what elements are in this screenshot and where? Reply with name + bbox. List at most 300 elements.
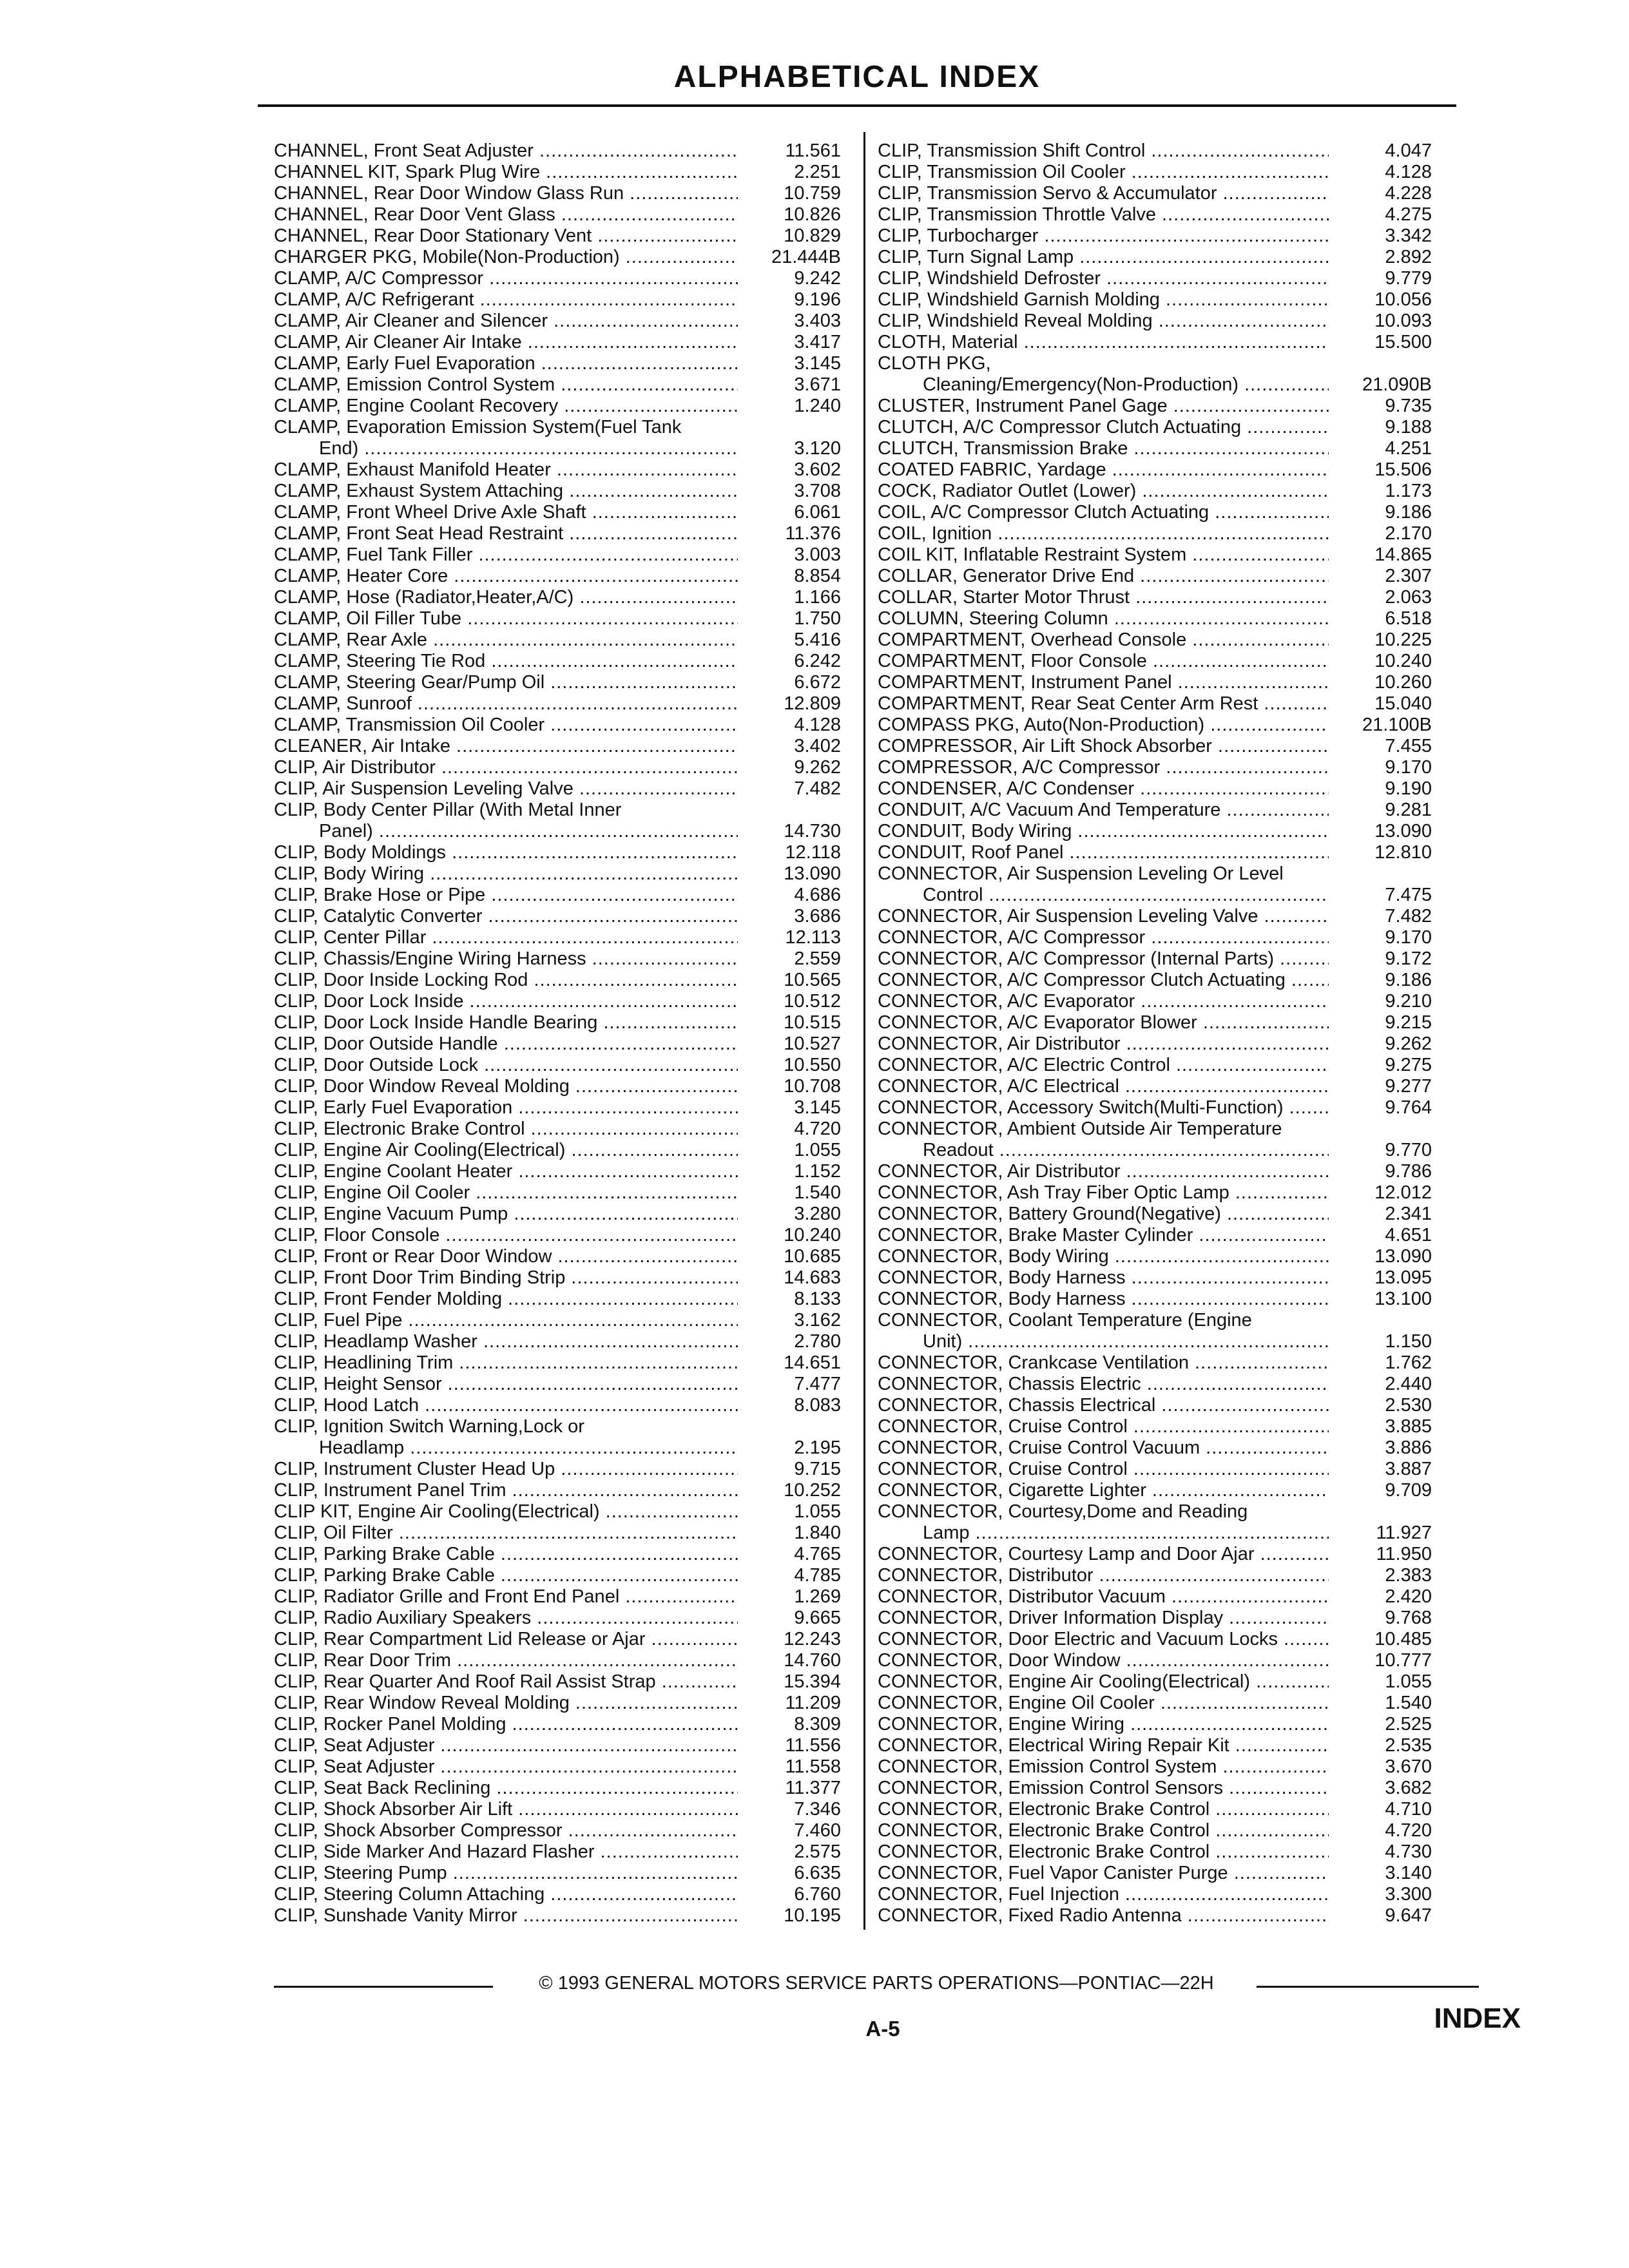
index-entry: [878, 544, 1432, 566]
entry-text: [274, 715, 744, 736]
entry-page-ref: 9.665: [794, 1608, 841, 1628]
entry-page-ref: 10.056: [1374, 289, 1432, 310]
index-entry: [274, 1608, 857, 1629]
entry-line: CLIP, Headlamp Washer .....: [274, 1331, 738, 1352]
index-entry: [878, 1799, 1432, 1820]
entry-text: [878, 1608, 1335, 1629]
index-entry: [274, 1480, 857, 1501]
entry-page-ref: 8.133: [794, 1289, 841, 1309]
entry-page-ref: 12.012: [1374, 1182, 1432, 1203]
entry-text: [274, 226, 744, 247]
entry-line: CONNECTOR, Ash Tray Fiber Optic Lamp .....: [878, 1182, 1329, 1204]
entry-page-ref: 6.518: [1385, 608, 1432, 629]
entry-line: Unit) .....: [878, 1331, 1329, 1352]
entry-page-ref: 11.950: [1376, 1544, 1432, 1564]
entry-page-ref: 2.420: [1385, 1586, 1432, 1607]
entry-page-ref: 10.685: [784, 1246, 841, 1267]
entry-line: COMPARTMENT, Floor Console .....: [878, 651, 1329, 672]
index-entry: [878, 1629, 1432, 1650]
entry-text: [274, 1182, 744, 1204]
entry-page-ref: 9.170: [1385, 927, 1432, 948]
entry-text: [274, 1778, 744, 1799]
entry-page-ref: 9.277: [1385, 1076, 1432, 1097]
index-entry: [274, 268, 857, 289]
index-entry: [878, 1161, 1432, 1182]
entry-page-ref: 3.885: [1385, 1416, 1432, 1437]
entry-line: CONNECTOR, Body Wiring .....: [878, 1246, 1329, 1267]
entry-line: CLIP, Side Marker And Hazard Flasher .....: [274, 1841, 738, 1863]
index-entry: [274, 204, 857, 226]
entry-text: [878, 481, 1335, 502]
entry-line: CLAMP, Front Seat Head Restraint .....: [274, 523, 738, 544]
entry-page-ref: 11.558: [785, 1756, 841, 1777]
entry-text: [274, 140, 744, 162]
entry-text: [274, 991, 744, 1012]
index-column-left: [274, 140, 857, 1927]
entry-text: [878, 1204, 1335, 1225]
entry-line: CONNECTOR, Air Suspension Leveling Valve .....: [878, 906, 1329, 927]
entry-page-ref: 2.195: [794, 1437, 841, 1458]
entry-page-ref: 1.055: [794, 1140, 841, 1160]
entry-text: [274, 1756, 744, 1778]
entry-page-ref: 4.686: [794, 885, 841, 905]
entry-text: [878, 1012, 1335, 1033]
index-entry: [878, 1693, 1432, 1714]
index-entry: [878, 1097, 1432, 1119]
index-entry: [878, 1544, 1432, 1565]
entry-text: [878, 906, 1335, 927]
entry-page-ref: 9.764: [1385, 1097, 1432, 1118]
entry-text: [878, 1735, 1335, 1756]
index-entry: [274, 1161, 857, 1182]
entry-line: CLIP, Rear Compartment Lid Release or Ajar .....: [274, 1629, 738, 1650]
index-entry: [878, 1055, 1432, 1076]
index-column-right: [878, 140, 1432, 1927]
entry-line: CLAMP, Exhaust Manifold Heater .....: [274, 459, 738, 481]
entry-page-ref: 14.683: [784, 1267, 841, 1288]
entry-page-ref: 21.100B: [1362, 715, 1432, 735]
entry-page-ref: 9.262: [1385, 1033, 1432, 1054]
entry-page-ref: 4.228: [1385, 183, 1432, 204]
entry-line: CLIP, Turbocharger .....: [878, 226, 1329, 247]
entry-line: CLAMP, Sunroof .....: [274, 693, 738, 715]
index-entry: [274, 906, 857, 927]
entry-page-ref: 2.530: [1385, 1395, 1432, 1416]
entry-text: [878, 396, 1335, 417]
entry-text: [878, 1693, 1335, 1714]
index-entry: [878, 1841, 1432, 1863]
entry-line: CLIP, Radiator Grille and Front End Panel .....: [274, 1586, 738, 1608]
entry-page-ref: 10.708: [784, 1076, 841, 1097]
entry-line: CLAMP, Engine Coolant Recovery .....: [274, 396, 738, 417]
entry-text: [878, 162, 1335, 183]
index-entry: [274, 353, 857, 374]
entry-page-ref: 1.540: [1385, 1693, 1432, 1713]
entry-line: CLIP, Rear Door Trim .....: [274, 1650, 738, 1671]
entry-text: [274, 1267, 744, 1289]
index-entry: [274, 311, 857, 332]
entry-line: CLIP, Engine Coolant Heater .....: [274, 1161, 738, 1182]
entry-page-ref: 7.346: [794, 1799, 841, 1820]
entry-line: Lamp .....: [878, 1523, 1329, 1544]
entry-line: CONNECTOR, Brake Master Cylinder .....: [878, 1225, 1329, 1246]
index-entry: [274, 1841, 857, 1863]
entry-page-ref: 2.251: [794, 162, 841, 182]
entry-text: [878, 736, 1335, 757]
entry-line: CLIP, Transmission Servo & Accumulator .....: [878, 183, 1329, 204]
index-entry: [878, 1033, 1432, 1055]
entry-line: CLIP, Chassis/Engine Wiring Harness .....: [274, 948, 738, 970]
entry-line: CLAMP, Steering Gear/Pump Oil .....: [274, 672, 738, 693]
entry-line: CONNECTOR, Accessory Switch(Multi-Function) .....: [878, 1097, 1329, 1119]
entry-text: [274, 1055, 744, 1076]
entry-line: CLAMP, Exhaust System Attaching .....: [274, 481, 738, 502]
index-entry: [274, 417, 857, 459]
index-entry: [878, 1586, 1432, 1608]
page-title: ALPHABETICAL INDEX: [673, 60, 1041, 94]
entry-line: CLAMP, Rear Axle .....: [274, 629, 738, 651]
index-entry: [274, 1310, 857, 1331]
index-entry: [274, 1097, 857, 1119]
entry-page-ref: 7.455: [1385, 736, 1432, 756]
entry-line: CLIP, Transmission Shift Control .....: [878, 140, 1329, 162]
entry-line: CONNECTOR, Air Distributor .....: [878, 1033, 1329, 1055]
entry-line: COIL, Ignition .....: [878, 523, 1329, 544]
entry-line: CONNECTOR, Air Distributor .....: [878, 1161, 1329, 1182]
entry-text: [274, 736, 744, 757]
entry-page-ref: 13.090: [784, 863, 841, 884]
entry-line: CHANNEL, Rear Door Window Glass Run .....: [274, 183, 738, 204]
entry-line: CLAMP, Emission Control System .....: [274, 374, 738, 396]
entry-text: [878, 800, 1335, 821]
entry-line: CLIP, Early Fuel Evaporation .....: [274, 1097, 738, 1119]
entry-page-ref: 3.403: [794, 311, 841, 331]
entry-page-ref: 7.460: [794, 1820, 841, 1841]
entry-page-ref: 7.475: [1385, 885, 1432, 905]
entry-page-ref: 10.240: [784, 1225, 841, 1245]
entry-line: CONNECTOR, Door Window .....: [878, 1650, 1329, 1671]
entry-text: [274, 1714, 744, 1735]
index-entry: [878, 672, 1432, 693]
entry-page-ref: 4.720: [1385, 1820, 1432, 1841]
entry-text: [274, 672, 744, 693]
index-entry: [274, 1544, 857, 1565]
entry-page-ref: 12.243: [784, 1629, 841, 1649]
index-entry: [274, 1863, 857, 1884]
entry-line: CLIP, Shock Absorber Air Lift .....: [274, 1799, 738, 1820]
index-entry: [274, 1735, 857, 1756]
index-entry: [274, 1182, 857, 1204]
index-entry: [274, 842, 857, 863]
index-entry: [274, 481, 857, 502]
entry-line: CLIP, Instrument Panel Trim .....: [274, 1480, 738, 1501]
entry-line: CONNECTOR, Cruise Control .....: [878, 1416, 1329, 1437]
index-entry: [274, 1352, 857, 1374]
entry-line: CLIP, Transmission Oil Cooler .....: [878, 162, 1329, 183]
entry-line: CLIP, Body Wiring .....: [274, 863, 738, 885]
entry-line: CLIP, Catalytic Converter .....: [274, 906, 738, 927]
entry-line: COLUMN, Steering Column .....: [878, 608, 1329, 629]
entry-page-ref: 2.575: [794, 1841, 841, 1862]
entry-page-ref: 3.686: [794, 906, 841, 927]
entry-line: COMPARTMENT, Rear Seat Center Arm Rest .....: [878, 693, 1329, 715]
entry-text: [274, 1905, 744, 1927]
entry-page-ref: 4.651: [1385, 1225, 1432, 1245]
index-entry: [274, 1586, 857, 1608]
index-entry: [274, 1331, 857, 1352]
entry-line: COLLAR, Starter Motor Thrust .....: [878, 587, 1329, 608]
entry-text: [878, 1097, 1335, 1119]
entry-text: [878, 140, 1335, 162]
entry-text: [878, 1459, 1335, 1480]
entry-line: CONNECTOR, Engine Wiring .....: [878, 1714, 1329, 1735]
entry-page-ref: 4.730: [1385, 1841, 1432, 1862]
entry-page-ref: 10.225: [1374, 629, 1432, 650]
entry-text: [274, 1629, 744, 1650]
index-entry: [274, 183, 857, 204]
entry-page-ref: 3.671: [794, 374, 841, 395]
entry-text: [878, 204, 1335, 226]
entry-text: [878, 226, 1335, 247]
entry-text: [878, 1544, 1335, 1565]
index-entry: [274, 566, 857, 587]
entry-page-ref: 4.765: [794, 1544, 841, 1564]
entry-line: COATED FABRIC, Yardage .....: [878, 459, 1329, 481]
entry-line: CONNECTOR, Cruise Control Vacuum .....: [878, 1437, 1329, 1459]
entry-page-ref: 10.826: [784, 204, 841, 225]
entry-text: [878, 1671, 1335, 1693]
entry-text: [274, 1012, 744, 1033]
index-entry: [274, 1884, 857, 1905]
entry-text: [878, 1267, 1335, 1289]
entry-page-ref: 1.762: [1385, 1352, 1432, 1373]
entry-line: CONDUIT, Body Wiring .....: [878, 821, 1329, 842]
entry-text: [878, 927, 1335, 948]
entry-line: CONNECTOR, Air Suspension Leveling Or Level: [878, 863, 1284, 884]
entry-text: [878, 1225, 1335, 1246]
index-entry: [274, 374, 857, 396]
entry-line: CHANNEL, Front Seat Adjuster .....: [274, 140, 738, 162]
index-entry: [878, 268, 1432, 289]
index-entry: [274, 544, 857, 566]
entry-text: [274, 417, 744, 459]
entry-page-ref: 12.809: [784, 693, 841, 714]
index-entry: [274, 1459, 857, 1480]
index-entry: [274, 1119, 857, 1140]
entry-text: [878, 247, 1335, 268]
index-entry: [878, 311, 1432, 332]
entry-text: [274, 289, 744, 311]
entry-page-ref: 6.242: [794, 651, 841, 671]
entry-line: CONNECTOR, Courtesy,Dome and Reading: [878, 1501, 1248, 1522]
index-entry: [274, 1905, 857, 1927]
entry-page-ref: 10.512: [784, 991, 841, 1012]
index-entry: [878, 991, 1432, 1012]
entry-page-ref: 1.055: [1385, 1671, 1432, 1692]
entry-text: [274, 1119, 744, 1140]
entry-page-ref: 2.307: [1385, 566, 1432, 586]
index-entry: [878, 970, 1432, 991]
entry-text: [274, 651, 744, 672]
entry-line: CLIP, Radio Auxiliary Speakers .....: [274, 1608, 738, 1629]
entry-line: Panel) .....: [274, 821, 738, 842]
index-entry: [274, 651, 857, 672]
index-entry: [878, 629, 1432, 651]
entry-page-ref: 9.770: [1385, 1140, 1432, 1160]
index-entry: [878, 1119, 1432, 1161]
entry-line: CLAMP, Oil Filler Tube .....: [274, 608, 738, 629]
entry-page-ref: 3.602: [794, 459, 841, 480]
entry-text: [878, 1289, 1335, 1310]
entry-text: [274, 311, 744, 332]
entry-line: CLIP, Engine Air Cooling(Electrical) .....: [274, 1140, 738, 1161]
entry-line: COMPRESSOR, Air Lift Shock Absorber .....: [878, 736, 1329, 757]
entry-text: [274, 1352, 744, 1374]
entry-page-ref: 9.170: [1385, 757, 1432, 778]
index-entry: [878, 396, 1432, 417]
footer-rule-right: [1257, 1986, 1479, 1988]
entry-line: CLIP, Electronic Brake Control .....: [274, 1119, 738, 1140]
index-entry: [274, 1395, 857, 1416]
index-entry: [878, 1905, 1432, 1927]
entry-text: [878, 629, 1335, 651]
entry-text: [878, 821, 1335, 842]
index-entry: [878, 502, 1432, 523]
index-entry: [274, 757, 857, 778]
entry-line: CLIP, Rear Window Reveal Molding .....: [274, 1693, 738, 1714]
entry-line: CLAMP, Fuel Tank Filler .....: [274, 544, 738, 566]
entry-page-ref: 8.309: [794, 1714, 841, 1735]
entry-line: CLIP, Door Outside Handle .....: [274, 1033, 738, 1055]
entry-page-ref: 3.120: [794, 438, 841, 459]
entry-line: CLAMP, Early Fuel Evaporation .....: [274, 353, 738, 374]
entry-text: [878, 1884, 1335, 1905]
index-entry: [878, 332, 1432, 353]
entry-text: [878, 332, 1335, 353]
entry-line: CLIP, Floor Console .....: [274, 1225, 738, 1246]
entry-page-ref: 10.260: [1374, 672, 1432, 693]
entry-line: CHARGER PKG, Mobile(Non-Production) .....: [274, 247, 738, 268]
entry-text: [878, 1820, 1335, 1841]
entry-line: CLIP, Front or Rear Door Window .....: [274, 1246, 738, 1267]
entry-text: [274, 1416, 744, 1459]
index-entry: [878, 566, 1432, 587]
entry-text: [274, 374, 744, 396]
entry-text: [274, 1820, 744, 1841]
entry-text: [274, 927, 744, 948]
entry-line: COMPASS PKG, Auto(Non-Production) .....: [878, 715, 1329, 736]
entry-page-ref: 9.647: [1385, 1905, 1432, 1926]
entry-page-ref: 11.927: [1376, 1523, 1432, 1543]
index-entry: [274, 162, 857, 183]
index-entry: [274, 1416, 857, 1459]
entry-text: [878, 1714, 1335, 1735]
entry-line: CLIP, Sunshade Vanity Mirror .....: [274, 1905, 738, 1927]
entry-text: [878, 1565, 1335, 1586]
entry-page-ref: 9.779: [1385, 268, 1432, 289]
entry-text: [878, 438, 1335, 459]
index-entry: [878, 587, 1432, 608]
index-entry: [274, 502, 857, 523]
entry-line: CONNECTOR, Body Harness .....: [878, 1267, 1329, 1289]
entry-page-ref: 15.394: [784, 1671, 841, 1692]
index-entry: [274, 885, 857, 906]
entry-text: [274, 1225, 744, 1246]
entry-text: [274, 1289, 744, 1310]
index-entry: [274, 778, 857, 800]
entry-page-ref: 4.128: [794, 715, 841, 735]
index-entry: [878, 1204, 1432, 1225]
entry-text: [878, 1310, 1335, 1352]
index-entry: [274, 991, 857, 1012]
index-entry: [274, 140, 857, 162]
entry-line: CLIP, Air Distributor .....: [274, 757, 738, 778]
entry-line: CLIP, Parking Brake Cable .....: [274, 1565, 738, 1586]
entry-line: CONDUIT, A/C Vacuum And Temperature .....: [878, 800, 1329, 821]
entry-page-ref: 9.196: [794, 289, 841, 310]
entry-line: CLIP, Center Pillar .....: [274, 927, 738, 948]
index-entry: [878, 1225, 1432, 1246]
entry-page-ref: 10.829: [784, 226, 841, 246]
footer-rule-left: [274, 1986, 493, 1988]
entry-page-ref: 9.172: [1385, 948, 1432, 969]
entry-line: CLIP, Engine Vacuum Pump .....: [274, 1204, 738, 1225]
index-entry: [878, 1267, 1432, 1289]
index-entry: [878, 1671, 1432, 1693]
index-entry: [274, 800, 857, 842]
entry-page-ref: 14.651: [784, 1352, 841, 1373]
index-entry: [878, 459, 1432, 481]
entry-line: CONNECTOR, A/C Electrical .....: [878, 1076, 1329, 1097]
entry-line: COIL KIT, Inflatable Restraint System .....: [878, 544, 1329, 566]
entry-page-ref: 1.150: [1385, 1331, 1432, 1352]
entry-page-ref: 2.892: [1385, 247, 1432, 267]
entry-line: COCK, Radiator Outlet (Lower) .....: [878, 481, 1329, 502]
entry-line: CHANNEL KIT, Spark Plug Wire .....: [274, 162, 738, 183]
entry-page-ref: 2.525: [1385, 1714, 1432, 1735]
index-entry: [878, 1501, 1432, 1544]
entry-text: [878, 693, 1335, 715]
index-entry: [878, 1884, 1432, 1905]
entry-line: CLIP, Door Lock Inside .....: [274, 991, 738, 1012]
entry-page-ref: 3.140: [1385, 1863, 1432, 1883]
entry-line: CONNECTOR, Distributor .....: [878, 1565, 1329, 1586]
entry-line: CONNECTOR, Battery Ground(Negative) .....: [878, 1204, 1329, 1225]
entry-text: [878, 1778, 1335, 1799]
entry-text: [274, 1735, 744, 1756]
entry-page-ref: 11.376: [785, 523, 841, 544]
index-entry: [878, 906, 1432, 927]
entry-text: [878, 757, 1335, 778]
entry-text: [274, 1459, 744, 1480]
entry-line: CLUSTER, Instrument Panel Gage .....: [878, 396, 1329, 417]
entry-line: CONNECTOR, Electronic Brake Control .....: [878, 1841, 1329, 1863]
entry-page-ref: 3.708: [794, 481, 841, 501]
entry-text: [274, 1693, 744, 1714]
entry-page-ref: 1.055: [794, 1501, 841, 1522]
entry-text: [274, 1650, 744, 1671]
entry-text: [274, 885, 744, 906]
index-entry: [878, 715, 1432, 736]
entry-text: [274, 1501, 744, 1523]
entry-page-ref: 8.083: [794, 1395, 841, 1416]
entry-text: [274, 204, 744, 226]
entry-page-ref: 3.886: [1385, 1437, 1432, 1458]
entry-line: CLIP, Body Center Pillar (With Metal Inner: [274, 800, 622, 820]
index-entry: [878, 1608, 1432, 1629]
index-entry: [878, 183, 1432, 204]
entry-line: CLIP, Rear Quarter And Roof Rail Assist Strap .....: [274, 1671, 738, 1693]
